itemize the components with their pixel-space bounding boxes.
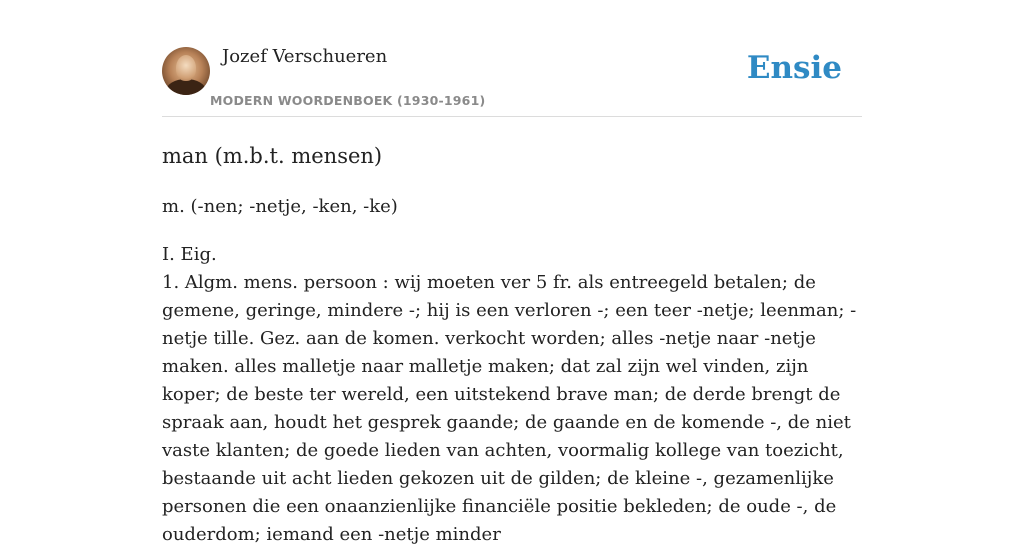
- page: [162, 0, 862, 549]
- entry-section-label: I. Eig.: [162, 244, 217, 265]
- entry-header: [162, 0, 862, 117]
- entry-grammar: m. (-nen; -netje, -ken, -ke): [162, 196, 398, 217]
- brand-logo[interactable]: Ensie: [746, 50, 842, 86]
- author-name[interactable]: Jozef Verschueren: [222, 46, 388, 67]
- entry-body: 1. Algm. mens. persoon : wij moeten ver 5 fr. als entreegeld betalen; de gemene, geringe, mindere -; hij is een verloren -; een teer -netje; leenman; -netje tille. Gez. aan de komen. verkocht worden; alles -netje naar -netje maken. alles malletje naar malletje maken; dat zal zijn wel vinden, zijn koper; de beste ter wereld, een uitstekend brave man; de derde brengt de spraak aan, houdt het gesprek gaande; de gaande en de komende -, de niet vaste klanten; de goede lieden van achten, voormalig kollege van toezicht, bestaande uit acht lieden gekozen uit de gilden; de kleine -, gezamenlijke personen die een onaanzienlijke financiële positie bekleden; de oude -, de ouderdom; iemand een -netje minder: [162, 272, 857, 545]
- avatar-shoulders: [166, 79, 206, 95]
- avatar-face: [176, 55, 196, 81]
- source-label[interactable]: MODERN WOORDENBOEK (1930-1961): [210, 93, 486, 108]
- entry-title: man (m.b.t. mensen): [162, 144, 383, 168]
- author-avatar[interactable]: [162, 47, 210, 95]
